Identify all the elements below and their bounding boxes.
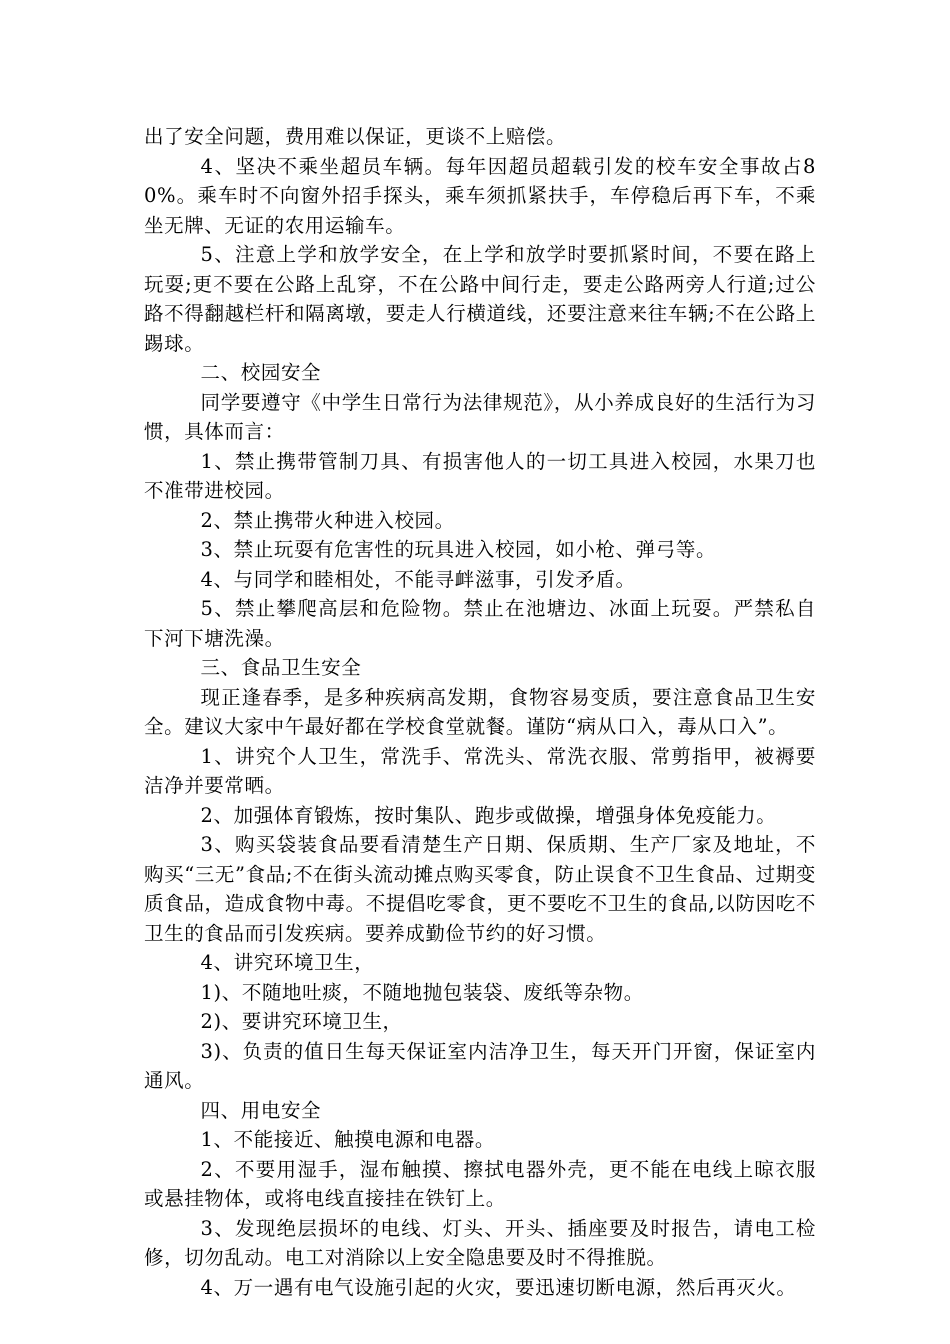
paragraph-campus-item-4: 4、与同学和睦相处，不能寻衅滋事，引发矛盾。: [200, 567, 636, 591]
section-heading-food-safety: 三、食品卫生安全: [200, 656, 362, 679]
section-heading-electrical-safety: 四、用电安全: [200, 1098, 322, 1122]
paragraph-food-subitem-2: 2)、要讲究环境卫生，: [200, 1010, 403, 1033]
paragraph-food-subitem-3: 3)、负责的值日生每天保证室内洁净卫生，每天开门开窗，保证室内通风。: [144, 1039, 816, 1092]
paragraph-campus-item-1: 1、禁止携带管制刀具、有损害他人的一切工具进入校园，水果刀也不准带进校园。: [144, 449, 816, 502]
paragraph-continuation: 出了安全问题，费用难以保证，更谈不上赔偿。: [144, 125, 567, 148]
paragraph-food-subitem-1: 1)、不随地吐痰，不随地抛包装袋、废纸等杂物。: [200, 980, 644, 1004]
paragraph-food-item-3: 3、购买袋装食品要看清楚生产日期、保质期、生产厂家及地址，不购买“三无”食品;不在街头流动摊点购买零食，防止误食不卫生食品、过期变质食品，造成食物中毒。不提倡吃零食，更不要吃不卫生的食品,以防因吃不卫生的食品而引发疾病。要养成勤俭节约的好习惯。: [144, 833, 816, 945]
paragraph-campus-item-5: 5、禁止攀爬高层和危险物。禁止在池塘边、冰面上玩耍。严禁私自下河下塘洗澡。: [144, 597, 816, 650]
paragraph-no-overloaded-vehicles: 4、坚决不乘坐超员车辆。每年因超员超载引发的校车安全事故占80%。乘车时不向窗外招手探头，乘车须抓紧扶手，车停稳后再下车，不乘坐无牌、无证的农用运输车。: [144, 154, 816, 237]
paragraph-commute-safety: 5、注意上学和放学安全，在上学和放学时要抓紧时间，不要在路上玩耍;更不要在公路上乱穿，不在公路中间行走，要走公路两旁人行道;过公路不得翻越栏杆和隔离墩，要走人行横道线，还要注意来往车辆;不在公路上踢球。: [144, 243, 816, 355]
paragraph-food-intro: 现正逢春季，是多种疾病高发期，食物容易变质，要注意食品卫生安全。建议大家中午最好都在学校食堂就餐。谨防“病从口入，毒从口入”。: [144, 685, 816, 738]
paragraph-food-item-4: 4、讲究环境卫生，: [200, 951, 375, 974]
paragraph-electrical-item-2: 2、不要用湿手，湿布触摸、擦拭电器外壳，更不能在电线上晾衣服或悬挂物体，或将电线直接挂在铁钉上。: [144, 1157, 816, 1210]
paragraph-food-item-1: 1、讲究个人卫生，常洗手、常洗头、常洗衣服、常剪指甲，被褥要洁净并要常晒。: [144, 744, 816, 797]
paragraph-campus-item-2: 2、禁止携带火种进入校园。: [200, 508, 455, 532]
paragraph-campus-item-3: 3、禁止玩耍有危害性的玩具进入校园，如小枪、弹弓等。: [200, 538, 717, 561]
section-heading-campus-safety: 二、校园安全: [200, 361, 322, 384]
paragraph-electrical-item-1: 1、不能接近、触摸电源和电器。: [200, 1128, 495, 1151]
paragraph-electrical-item-4: 4、万一遇有电气设施引起的火灾，要迅速切断电源，然后再灭火。: [200, 1275, 797, 1299]
paragraph-food-item-2: 2、加强体育锻炼，按时集队、跑步或做操，增强身体免疫能力。: [200, 803, 777, 827]
document-body: [144, 122, 816, 1302]
paragraph-electrical-item-3: 3、发现绝层损坏的电线、灯头、开头、插座要及时报告，请电工检修，切勿乱动。电工对消除以上安全隐患要及时不得推脱。: [144, 1216, 816, 1269]
paragraph-campus-intro: 同学要遵守《中学生日常行为法律规范》，从小养成良好的生活行为习惯，具体而言：: [144, 390, 816, 443]
